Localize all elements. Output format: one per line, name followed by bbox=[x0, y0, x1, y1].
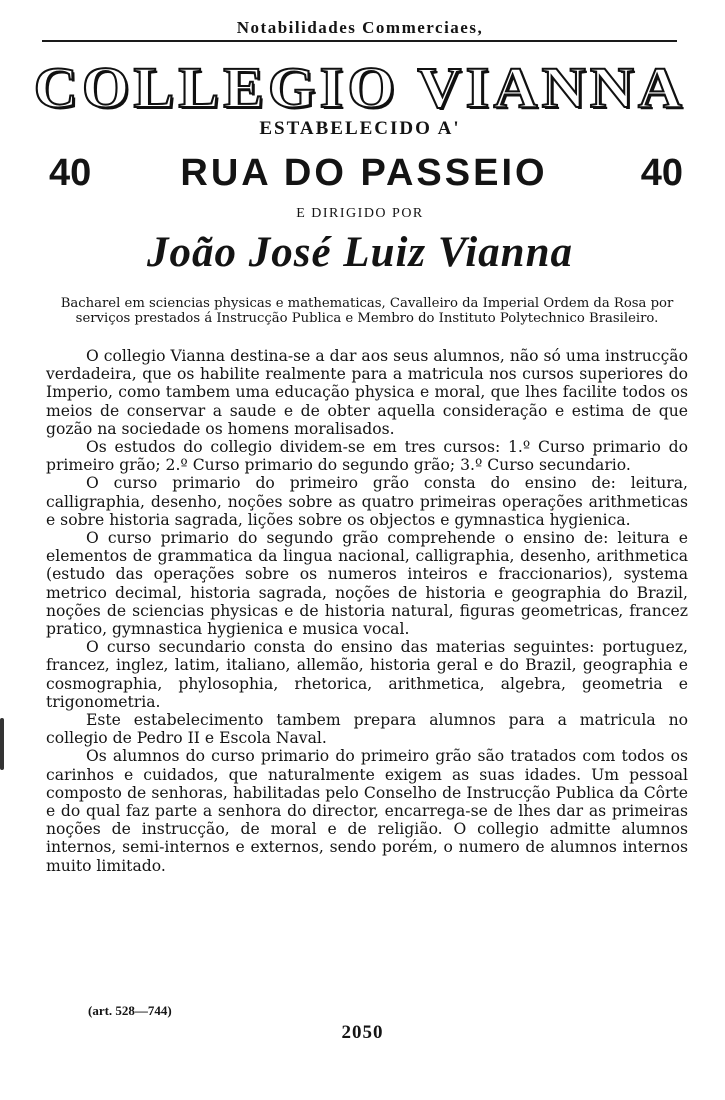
paragraph: O curso primario do segundo grão comprehende o ensino de: leitura e elementos de grammatica da lingua nacional, calligraphia, desenho, arithmetica (estudo das operações sobre os numeros inteiros e fraccionarios), systema metrico decimal, historia sagrada, noções de historia e geographia do Brazil, noções de sciencias physicas e de historia natural, figuras geometricas, francez pratico, gymnastica hygienica e musica vocal. bbox=[46, 529, 688, 639]
established-line: ESTABELECIDO A' bbox=[259, 118, 461, 139]
header-rule bbox=[42, 40, 677, 42]
paragraph: Este estabelecimento tambem prepara alumnos para a matricula no collegio de Pedro II e Escola Naval. bbox=[46, 711, 688, 748]
address-row bbox=[45, 152, 683, 200]
street-name: RUA DO PASSEIO bbox=[180, 152, 548, 194]
page-number: 2050 bbox=[341, 1022, 384, 1043]
street-number-right: 40 bbox=[640, 152, 683, 194]
advert-body bbox=[46, 347, 688, 875]
directed-by-line: E DIRIGIDO POR bbox=[296, 206, 424, 221]
article-reference: (art. 528—744) bbox=[88, 1003, 172, 1018]
paragraph: O collegio Vianna destina-se a dar aos seus alumnos, não só uma instrucção verdadeira, que os habilite realmente para a matricula nos cursos superiores do Imperio, como tambem uma educação physica e moral, que lhes facilite todos os meios de conservar a saude e de obter aquella consideração e estima de que gozão na sociedade os homens moralisados. bbox=[46, 347, 688, 438]
margin-mark bbox=[0, 718, 4, 770]
paragraph: O curso primario do primeiro grão consta do ensino de: leitura, calligraphia, desenho, noções sobre as quatro primeiras operações arithmeticas e sobre historia sagrada, lições sobre os objectos e gymnastica hygienica. bbox=[46, 474, 688, 529]
paragraph: Os estudos do collegio dividem-se em tres cursos: 1.º Curso primario do primeiro grão; 2.º Curso primario do segundo grão; 3.º Curso secundario. bbox=[46, 438, 688, 475]
street-number-left: 40 bbox=[49, 152, 92, 194]
running-header: Notabilidades Commerciaes, bbox=[236, 18, 484, 37]
director-credentials: Bacharel em sciencias physicas e mathematicas, Cavalleiro da Imperial Ordem da Rosa por serviços prestados á Instrucção Publica e Membro do Instituto Polytechnico Brasileiro. bbox=[60, 296, 674, 326]
director-name: João José Luiz Vianna bbox=[146, 229, 573, 276]
school-name: COLLEGIO VIANNA bbox=[33, 55, 687, 120]
paragraph: O curso secundario consta do ensino das materias seguintes: portuguez, francez, inglez, latim, italiano, allemão, historia geral e do Brazil, geographia e cosmographia, phylosophia, rhetorica, arithmetica, algebra, geometria e trigonometria. bbox=[46, 638, 688, 711]
paragraph: Os alumnos do curso primario do primeiro grão são tratados com todos os carinhos e cuidados, que naturalmente exigem as suas idades. Um pessoal composto de senhoras, habilitadas pelo Conselho de Instrucção Publica da Côrte e do qual faz parte a senhora do director, encarrega-se de lhes dar as primeiras noções de instrucção, de moral e de religião. O collegio admitte alumnos internos, semi-internos e externos, sendo porém, o numero de alumnos internos muito limitado. bbox=[46, 747, 688, 875]
